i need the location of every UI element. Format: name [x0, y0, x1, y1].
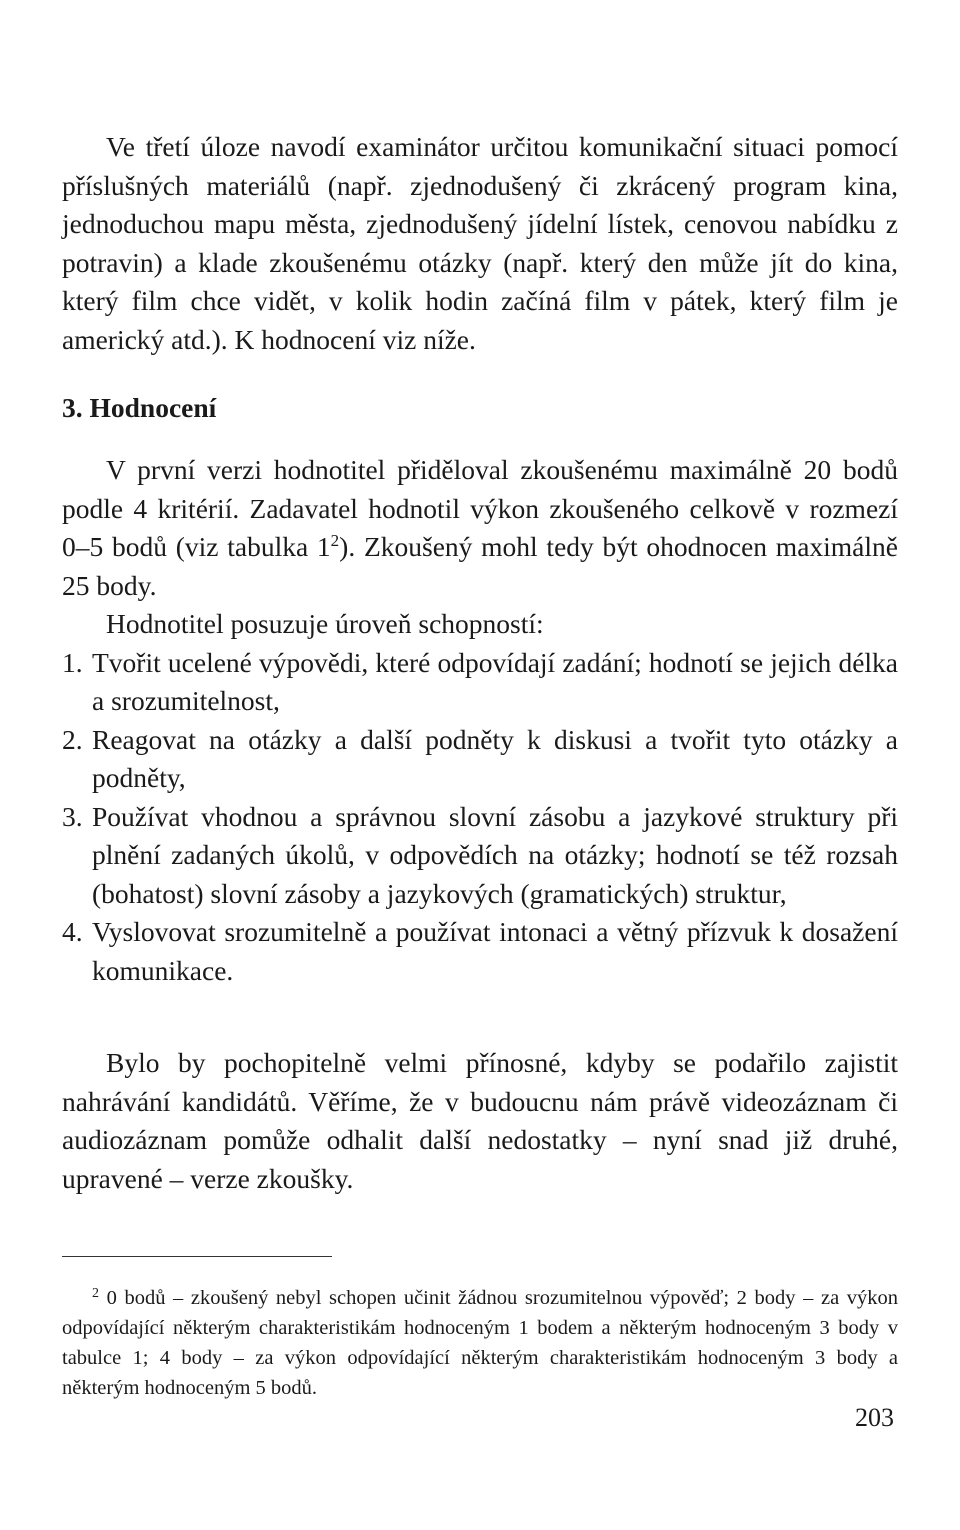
scoring-text-end: ). Zkoušený mohl tedy být ohodnocen maximálně 25 body. — [62, 531, 898, 601]
list-item-text: Vyslovovat srozumitelně a používat intonaci a větný přízvuk k dosažení komunikace. — [92, 916, 898, 986]
footnote-reference: 2 — [330, 531, 340, 550]
footnote-divider — [62, 1256, 332, 1257]
list-item — [62, 798, 898, 914]
page-body — [62, 128, 898, 1403]
list-item-text: Používat vhodnou a správnou slovní zásobu a jazykové struktury při plnění zadaných úkolů, v odpovědích na otázky; hodnotí se též rozsah (bohatost) slovní zásoby a jazykových (gramatických) struktur, — [92, 800, 898, 909]
intro-paragraph: Ve třetí úloze navodí examinátor určitou komunikační situaci pomocí příslušných materiálů (např. zjednodušený či zkrácený program kina, jednoduchou mapu města, zjednodušený jídelní lístek, cenovou nabídku z potravin) a klade zkoušenému otázky (např. který den může jít do kina, který film chce vidět, v kolik hodin začíná film v pátek, který film je americký atd.). K hodnocení viz níže. — [62, 131, 898, 355]
list-item-text: Reagovat na otázky a další podněty k diskusi a tvořit tyto otázky a podněty, — [92, 723, 898, 793]
criteria-list — [62, 644, 898, 991]
list-item-text: Tvořit ucelené výpovědi, které odpovídají zadání; hodnotí se jejich délka a srozumitelnost, — [92, 646, 898, 716]
list-item — [62, 721, 898, 798]
scoring-paragraph — [62, 451, 898, 605]
list-item-number: 1. — [62, 646, 83, 678]
list-item — [62, 913, 898, 990]
skills-intro: Hodnotitel posuzuje úroveň schopností: — [106, 608, 544, 639]
scoring-text-start: V první verzi hodnotitel přiděloval zkoušenému maximálně 20 bodů podle 4 kritérií. Zadavatel hodnotil výkon zkoušeného celkově v rozmezí 0–5 bodů (viz tabulka 1 — [62, 454, 898, 562]
footnote-text: 0 bodů – zkoušený nebyl schopen učinit žádnou srozumitelnou výpověď; 2 body – za výkon odpovídající některým charakteristikám hodnoceným 1 bodem a některým hodnoceným 3 body v tabulce 1; 4 body – za výkon odpovídající některým charakteristikám hodnoceným 3 body a některým hodnoceným 5 bodů. — [62, 1287, 899, 1399]
list-item-number: 2. — [62, 723, 83, 755]
list-item-number: 4. — [62, 916, 83, 947]
list-item — [62, 644, 898, 721]
section-heading: 3. Hodnocení — [62, 392, 217, 423]
closing-paragraph: Bylo by pochopitelně velmi přínosné, kdyby se podařilo zajistit nahrávání kandidátů. Věříme, že v budoucnu nám právě videozáznam či audiozáznam pomůže odhalit další nedostatky – nyní snad již druhé, upravené – verze zkoušky. — [62, 1047, 898, 1194]
page-number: 203 — [855, 1403, 894, 1432]
footnote-marker: 2 — [92, 1286, 99, 1301]
list-item-number: 3. — [62, 800, 83, 832]
footnote — [62, 1279, 898, 1403]
